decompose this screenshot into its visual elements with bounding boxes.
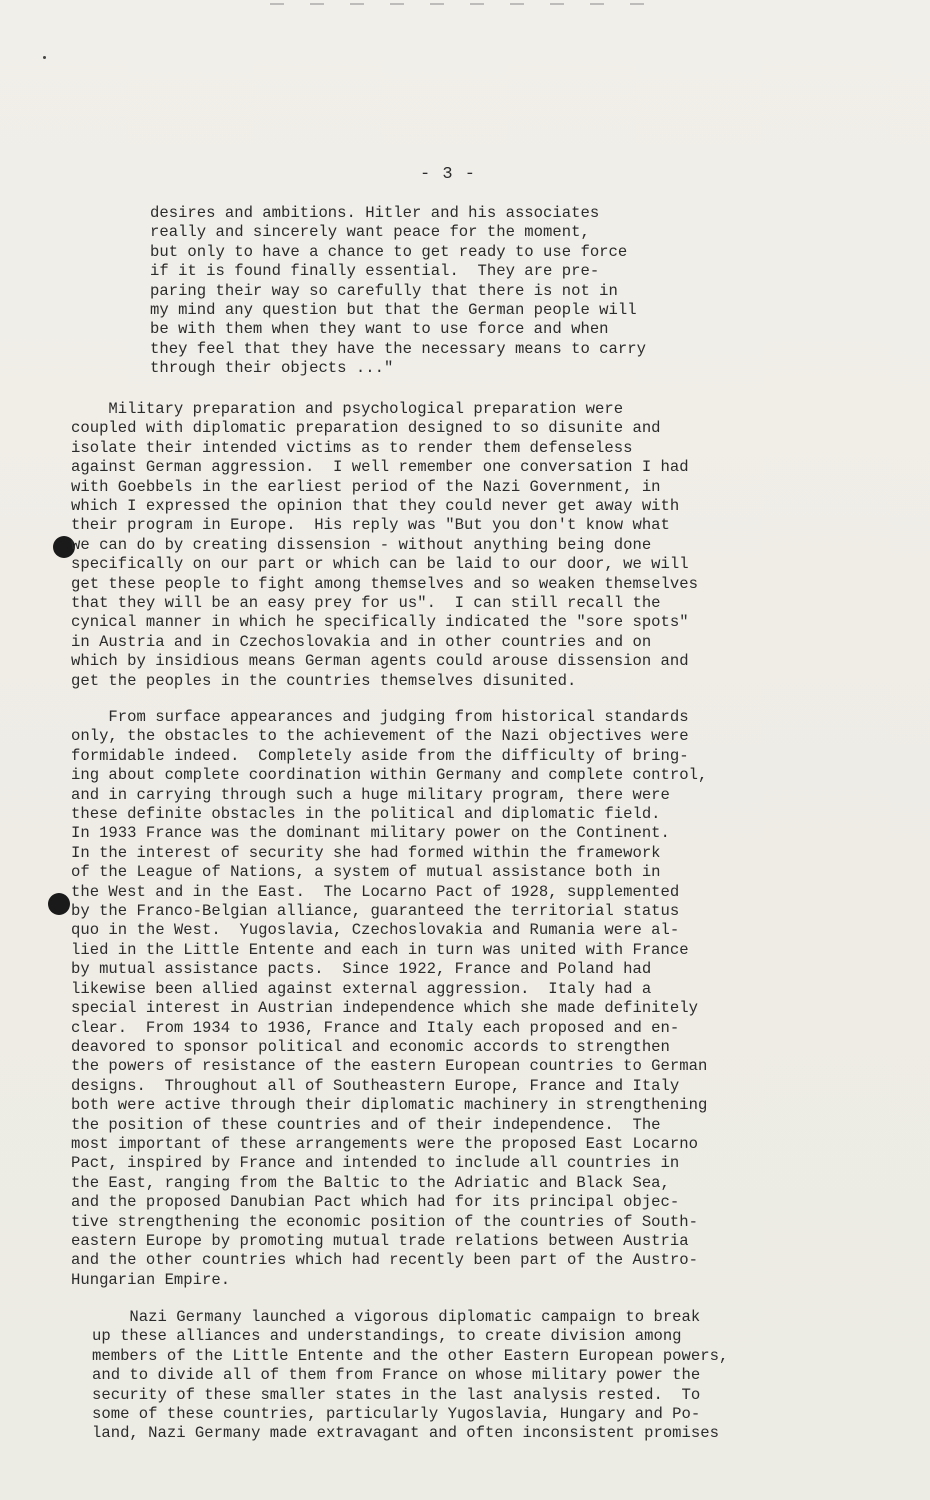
text-line: designs. Throughout all of Southeastern Europe, France and Italy	[71, 1076, 680, 1095]
text-line: lied in the Little Entente and each in turn was united with France	[71, 940, 689, 959]
text-line: cynical manner in which he specifically indicated the "sore spots"	[71, 613, 689, 632]
text-line: From surface appearances and judging from historical standards	[71, 708, 689, 726]
text-line: land, Nazi Germany made extravagant and often inconsistent promises	[92, 1424, 719, 1443]
text-line: ing about complete coordination within Germany and complete control,	[71, 766, 708, 785]
text-line: some of these countries, particularly Yugoslavia, Hungary and Po-	[92, 1405, 701, 1424]
text-line: up these alliances and understandings, to create division among	[92, 1327, 682, 1346]
punch-hole	[48, 893, 70, 915]
text-line: tive strengthening the economic position of the countries of South-	[71, 1212, 698, 1231]
text-line: be with them when they want to use force and when	[150, 320, 609, 339]
text-line: the position of these countries and of their independence. The	[71, 1115, 661, 1134]
text-line: only, the obstacles to the achievement of the Nazi objectives were	[71, 727, 689, 746]
text-line: which I expressed the opinion that they could never get away with	[71, 497, 680, 516]
text-line: if it is found finally essential. They are pre-	[150, 262, 600, 281]
text-line: the East, ranging from the Baltic to the Adriatic and Black Sea,	[71, 1173, 670, 1192]
text-line: they feel that they have the necessary means to carry	[150, 339, 646, 358]
text-line: quo in the West. Yugoslavia, Czechoslovakia and Rumania were al-	[71, 921, 680, 940]
text-line: and to divide all of them from France on whose military power the	[92, 1366, 701, 1385]
top-edge-marks	[270, 3, 670, 5]
paragraph-obstacles	[71, 708, 707, 1290]
text-line: that they will be an easy prey for us". I can still recall the	[71, 594, 661, 613]
text-line: by mutual assistance pacts. Since 1922, France and Poland had	[71, 960, 652, 979]
text-line: special interest in Austrian independence which she made definitely	[71, 999, 698, 1018]
text-line: likewise been allied against external aggression. Italy had a	[71, 979, 652, 998]
page-number: - 3 -	[420, 165, 477, 184]
text-line: most important of these arrangements were the proposed East Locarno	[71, 1134, 698, 1153]
paragraph-diplomatic-campaign	[92, 1308, 728, 1444]
text-line: specifically on our part or which can be laid to our door, we will	[71, 555, 689, 574]
text-line: In 1933 France was the dominant military power on the Continent.	[71, 824, 670, 843]
text-line: paring their way so carefully that there is not in	[150, 281, 618, 300]
text-line: deavored to sponsor political and economic accords to strengthen	[71, 1037, 670, 1056]
text-line: through their objects ..."	[150, 359, 394, 378]
text-line: really and sincerely want peace for the moment,	[150, 223, 590, 242]
text-line: get the peoples in the countries themselves disunited.	[71, 671, 577, 690]
text-line: and the other countries which had recently been part of the Austro-	[71, 1251, 698, 1270]
text-line: members of the Little Entente and the other Eastern European powers,	[92, 1346, 729, 1365]
text-line: the West and in the East. The Locarno Pact of 1928, supplemented	[71, 882, 680, 901]
text-line: clear. From 1934 to 1936, France and Italy each proposed and en-	[71, 1018, 680, 1037]
text-line: and the proposed Danubian Pact which had for its principal objec-	[71, 1193, 680, 1212]
text-line: Nazi Germany launched a vigorous diplomatic campaign to break	[92, 1308, 701, 1326]
text-line: both were active through their diplomatic machinery in strengthening	[71, 1096, 708, 1115]
paper-speck	[43, 56, 46, 59]
text-line: security of these smaller states in the last analysis rested. To	[92, 1385, 701, 1404]
text-line: but only to have a chance to get ready to use force	[150, 242, 628, 261]
text-line: we can do by creating dissension - without anything being done	[71, 535, 652, 554]
text-line: of the League of Nations, a system of mutual assistance both in	[71, 863, 661, 882]
text-line: get these people to fight among themselves and so weaken themselves	[71, 574, 698, 593]
text-line: these definite obstacles in the political and diplomatic field.	[71, 805, 661, 824]
text-line: eastern Europe by promoting mutual trade relations between Austria	[71, 1231, 689, 1250]
text-line: my mind any question but that the German people will	[150, 301, 637, 320]
paragraph-goebbels	[71, 400, 698, 691]
quote-block	[150, 204, 646, 379]
text-line: Pact, inspired by France and intended to include all countries in	[71, 1154, 680, 1173]
text-line: coupled with diplomatic preparation designed to so disunite and	[71, 419, 661, 438]
text-line: desires and ambitions. Hitler and his associates	[150, 204, 600, 222]
text-line: Military preparation and psychological preparation were	[71, 400, 624, 418]
text-line: which by insidious means German agents could arouse dissension and	[71, 652, 689, 671]
text-line: the powers of resistance of the eastern European countries to German	[71, 1057, 708, 1076]
text-line: with Goebbels in the earliest period of the Nazi Government, in	[71, 477, 661, 496]
text-line: their program in Europe. His reply was "But you don't know what	[71, 516, 670, 535]
text-line: against German aggression. I well remember one conversation I had	[71, 458, 689, 477]
text-line: isolate their intended victims as to render them defenseless	[71, 438, 633, 457]
text-line: in Austria and in Czechoslovakia and in other countries and on	[71, 632, 652, 651]
text-line: In the interest of security she had formed within the framework	[71, 843, 661, 862]
text-line: formidable indeed. Completely aside from the difficulty of bring-	[71, 746, 689, 765]
text-line: Hungarian Empire.	[71, 1270, 231, 1289]
text-line: by the Franco-Belgian alliance, guaranteed the territorial status	[71, 902, 680, 921]
text-line: and in carrying through such a huge military program, there were	[71, 785, 670, 804]
